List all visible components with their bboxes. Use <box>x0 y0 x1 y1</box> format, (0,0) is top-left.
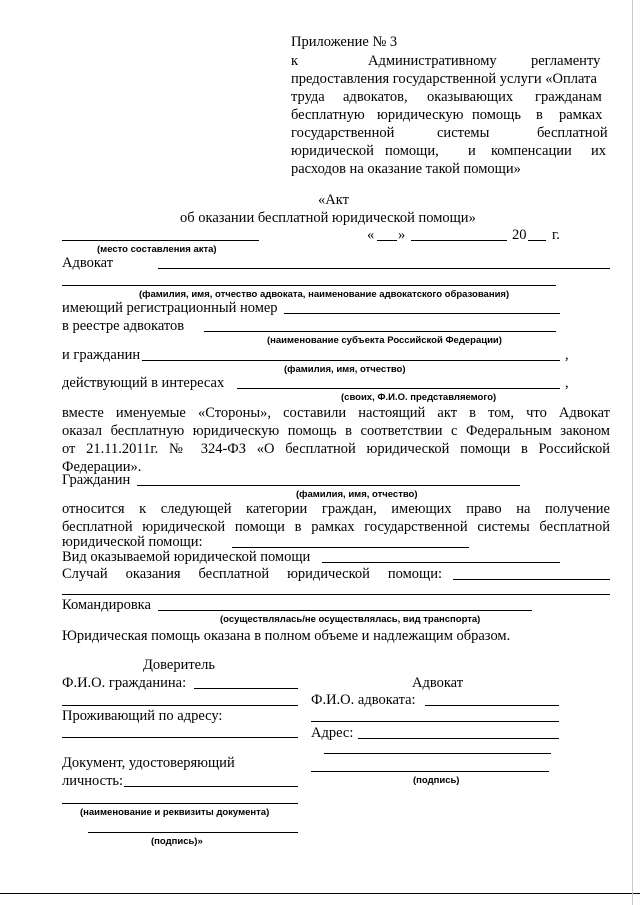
category-line[interactable] <box>232 547 469 548</box>
trip-label: Командировка <box>62 597 151 613</box>
header-line-7b: помощи, <box>385 143 439 159</box>
lawyer-title: Адвокат <box>412 675 464 691</box>
para2-line-1: относится к следующей категории граждан, имеющих право на получение <box>62 501 610 517</box>
citizen-caption: (фамилия, имя, отчество) <box>284 364 406 375</box>
lawyer-address-line-1[interactable] <box>358 738 559 739</box>
header-line-3: предоставления государственной услуги «Оплата <box>291 71 597 87</box>
citizen2-line[interactable] <box>137 485 520 486</box>
act-title: «Акт <box>318 192 349 208</box>
doc-line-2[interactable] <box>62 803 298 804</box>
lawyer-name-line-2[interactable] <box>311 721 559 722</box>
header-line-5a: бесплатную <box>291 107 365 123</box>
date-year-line[interactable] <box>528 240 546 241</box>
lawyer-label: Адвокат <box>62 255 114 271</box>
citizen-label: и гражданин <box>62 347 141 363</box>
citizen2-label: Гражданин <box>62 472 131 488</box>
lawyer-address-label: Адрес: <box>311 725 354 741</box>
para1-line-2: оказал бесплатную юридическую помощь в соответствии с Федеральным законом <box>62 423 610 439</box>
lawyer-address-line-2[interactable] <box>324 753 551 754</box>
case-label: Случай оказания бесплатной юридической помощи: <box>62 566 442 582</box>
header-line-5c: помощь <box>472 107 521 123</box>
interests-line[interactable] <box>237 388 560 389</box>
lawyer-name-line-1[interactable] <box>425 705 559 706</box>
page-bottom-border <box>0 893 640 894</box>
address-label: Проживающий по адресу: <box>62 708 223 724</box>
principal-sign-caption: (подпись)» <box>151 836 203 847</box>
interests-comma: , <box>565 375 569 391</box>
citizen-name-line-1[interactable] <box>194 688 298 689</box>
trip-line[interactable] <box>158 610 532 611</box>
trip-caption: (осуществлялась/не осуществлялась, вид транспорта) <box>220 614 481 625</box>
kind-label: Вид оказываемой юридической помощи <box>62 549 311 565</box>
case-line-2[interactable] <box>62 594 610 595</box>
doc-caption: (наименование и реквизиты документа) <box>80 807 270 818</box>
date-year-prefix: 20 <box>512 227 527 243</box>
header-line-7c: и <box>468 143 476 159</box>
para1-line-4: Федерации». <box>62 459 142 475</box>
address-line[interactable] <box>62 737 298 738</box>
registry-caption: (наименование субъекта Российской Федерации) <box>267 335 502 346</box>
doc-line-1[interactable] <box>124 786 298 787</box>
doc-label-line-2: личность: <box>62 773 124 789</box>
lawyer-sign-caption: (подпись) <box>413 775 460 786</box>
date-year-suffix: г. <box>552 227 560 243</box>
header-line-5d: в <box>536 107 543 123</box>
lawyer-name-label: Ф.И.О. адвоката: <box>311 692 416 708</box>
header-line-6a: государственной <box>291 125 395 141</box>
principal-sign-line[interactable] <box>88 832 298 833</box>
citizen-line[interactable] <box>142 360 560 361</box>
conclusion-text: Юридическая помощь оказана в полном объеме и надлежащим образом. <box>62 628 511 644</box>
doc-label-line-1: Документ, удостоверяющий <box>62 755 235 771</box>
header-line-6b: системы <box>437 125 490 141</box>
appendix-number: Приложение № 3 <box>291 34 398 50</box>
place-caption: (место составления акта) <box>97 244 217 255</box>
page-right-edge <box>632 0 633 905</box>
date-open-quote: « <box>367 227 375 243</box>
header-line-2c: регламенту <box>531 53 601 69</box>
case-line-1[interactable] <box>453 579 610 580</box>
header-line-5e: рамках <box>559 107 603 123</box>
header-line-7e: их <box>591 143 607 159</box>
header-line-2a: к <box>291 53 299 69</box>
para1-line-1: вместе именуемые «Стороны», составили настоящий акт в том, что Адвокат <box>62 405 610 421</box>
header-line-4c: оказывающих <box>427 89 514 105</box>
interests-label: действующий в интересах <box>62 375 225 391</box>
interests-caption: (своих, Ф.И.О. представляемого) <box>341 392 497 403</box>
para1-line-3: от 21.11.2011г. № 324-ФЗ «О бесплатной юридической помощи в Российской <box>62 441 610 457</box>
reg-number-label: имеющий регистрационный номер <box>62 300 278 316</box>
citizen-comma: , <box>565 347 569 363</box>
lawyer-line-1[interactable] <box>158 268 610 269</box>
place-line[interactable] <box>62 240 259 241</box>
header-line-7d: компенсации <box>491 143 572 159</box>
header-line-2b: Административному <box>368 53 497 69</box>
para2-line-3: юридической помощи: <box>62 534 203 550</box>
registry-line[interactable] <box>204 331 556 332</box>
reg-number-line[interactable] <box>284 313 560 314</box>
header-line-8: расходов на оказание такой помощи» <box>291 161 521 177</box>
header-line-4b: адвокатов, <box>343 89 408 105</box>
header-line-7a: юридической <box>291 143 374 159</box>
citizen-name-label: Ф.И.О. гражданина: <box>62 675 187 691</box>
principal-title: Доверитель <box>143 657 215 673</box>
lawyer-sign-line[interactable] <box>311 771 549 772</box>
kind-line[interactable] <box>322 562 560 563</box>
registry-label: в реестре адвокатов <box>62 318 185 334</box>
para2-line-2: бесплатной юридической помощи в рамках государственной системы бесплатной <box>62 519 610 535</box>
act-subtitle: об оказании бесплатной юридической помощи» <box>180 210 476 226</box>
lawyer-line-2[interactable] <box>62 285 556 286</box>
date-day-line[interactable] <box>377 240 397 241</box>
header-line-4a: труда <box>291 89 325 105</box>
header-line-6c: бесплатной <box>537 125 608 141</box>
header-line-4d: гражданам <box>535 89 602 105</box>
header-line-5b: юридическую <box>377 107 464 123</box>
lawyer-caption: (фамилия, имя, отчество адвоката, наименование адвокатского образования) <box>139 289 510 300</box>
citizen2-caption: (фамилия, имя, отчество) <box>296 489 418 500</box>
date-close-quote: » <box>398 227 406 243</box>
date-month-line[interactable] <box>411 240 507 241</box>
citizen-name-line-2[interactable] <box>62 705 298 706</box>
